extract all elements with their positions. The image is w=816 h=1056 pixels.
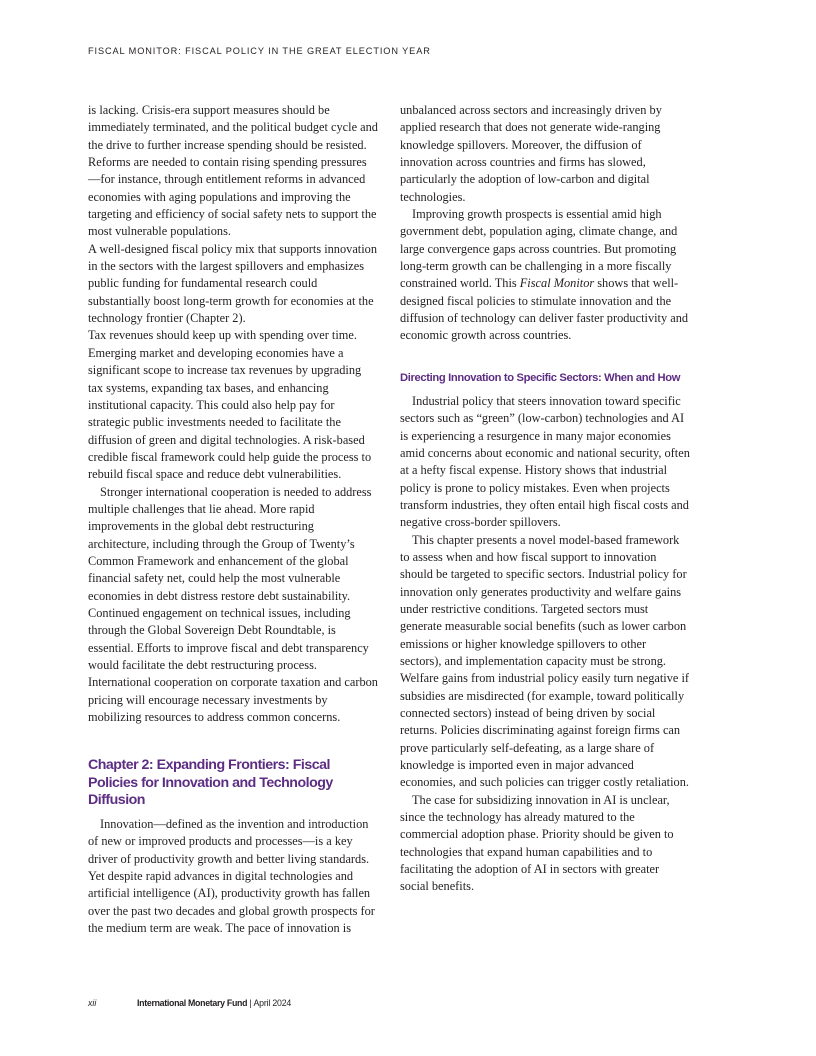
paragraph: Tax revenues should keep up with spending over time. Emerging market and developing economies have a significant scope to increase tax revenues by upgrading tax systems, expanding tax bases, and enhancing institutional capacity. This could also help pay for strategic public investments needed to facilitate the diffusion of green and digital technologies. A risk-based credible fiscal framework could help guide the process to rebuild fiscal space and reduce debt vulnerabilities.: [88, 328, 372, 482]
paragraph: A well-designed fiscal policy mix that supports innovation in the sectors with the largest spillovers and emphasizes public funding for fundamental research could substantially boost long-term growth for economies at the technology frontier (Chapter 2).: [88, 241, 378, 326]
publication-title: Fiscal Monitor: [519, 276, 595, 291]
section-heading: Directing Innovation to Specific Sectors: When and How: [400, 371, 681, 384]
paragraph: unbalanced across sectors and increasingly driven by applied research that does not generate wide-ranging knowledge spillovers. Moreover, the diffusion of innovation across countries and firms has slowed, particularly the adoption of low-carbon and digital technologies.: [400, 103, 662, 204]
paragraph: Stronger international cooperation is needed to address multiple challenges that lie ahead. More rapid improvements in the global debt restructuring architecture, including through the Group of Twenty’s Common Framework and enhancement of the global financial safety net, could help the most vulnerable economies in debt distress restore debt sustainability. Continued engagement on technical issues, including through the Global Sovereign Debt Roundtable, is essential. Efforts to improve fiscal and debt transparency would facilitate the debt restructuring process. International cooperation on corporate taxation and carbon pricing will encourage necessary investments by mobilizing resources to address common concerns.: [88, 484, 378, 725]
footer-organization: International Monetary Fund: [137, 998, 248, 1008]
paragraph-text: shows that well-designed fiscal policies to stimulate innovation and the diffusion of technology can deliver faster productivity and economic growth across countries.: [400, 276, 689, 343]
paragraph: This chapter presents a novel model-based framework to assess when and how fiscal support to innovation should be targeted to specific sectors. Industrial policy for innovation only generates productivity and welfare gains under restrictive conditions. Targeted sectors must generate measurable social benefits (such as lower carbon emissions or higher knowledge spillovers to other sectors), and implementation capacity must be strong. Welfare gains from industrial policy easily turn negative if subsidies are misdirected (for example, toward politically connected sectors) instead of being driven by social returns. Policies discriminating against foreign firms can prove particularly self-defeating, as a large share of knowledge is imported even in major advanced economies, and such policies can trigger costly retaliation.: [400, 532, 689, 790]
paragraph-text: Improving growth prospects is essential amid high government debt, population aging, climate change, and large convergence gaps across countries. But promoting long-term growth can be challenging in a more fiscally constrained world. This: [400, 207, 678, 291]
running-head: FISCAL MONITOR: FISCAL POLICY IN THE GREAT ELECTION YEAR: [88, 46, 431, 56]
paragraph: Industrial policy that steers innovation toward specific sectors such as “green” (low-carbon) technologies and AI is experiencing a resurgence in many major economies amid concerns about economic and national security, often at a hefty fiscal expense. History shows that industrial policy is prone to policy mistakes. Even when projects transform industries, they often entail high fiscal costs and negative cross-border spillovers.: [400, 393, 690, 530]
paragraph: [400, 206, 690, 345]
page-footer: [88, 998, 291, 1008]
footer-date: April 2024: [253, 998, 292, 1008]
chapter-2-heading: Chapter 2: Expanding Frontiers: Fiscal Policies for Innovation and Technology Diffusion: [88, 757, 333, 809]
paragraph: Innovation—defined as the invention and introduction of new or improved products and processes—is a key driver of productivity growth and better living standards. Yet despite rapid advances in digital technologies and artificial intelligence (AI), productivity growth has fallen over the past two decades and global growth prospects for the medium term are weak. The pace of innovation is: [88, 816, 375, 935]
right-column: [400, 102, 690, 896]
paragraph: The case for subsidizing innovation in AI is unclear, since the technology has already matured to the commercial adoption phase. Priority should be given to technologies that expand human capabilities and to facilitating the adoption of AI in sectors with greater social benefits.: [400, 792, 674, 894]
paragraph: is lacking. Crisis-era support measures should be immediately terminated, and the political budget cycle and the drive to further increase spending should be resisted. Reforms are needed to contain rising spending pressures—for instance, through entitlement reforms in advanced economies with aging populations and improving the targeting and efficiency of social safety nets to support the most vulnerable populations.: [88, 103, 378, 239]
footer-separator: |: [249, 998, 252, 1008]
left-column: [88, 102, 378, 937]
page-number: xii: [88, 998, 97, 1008]
